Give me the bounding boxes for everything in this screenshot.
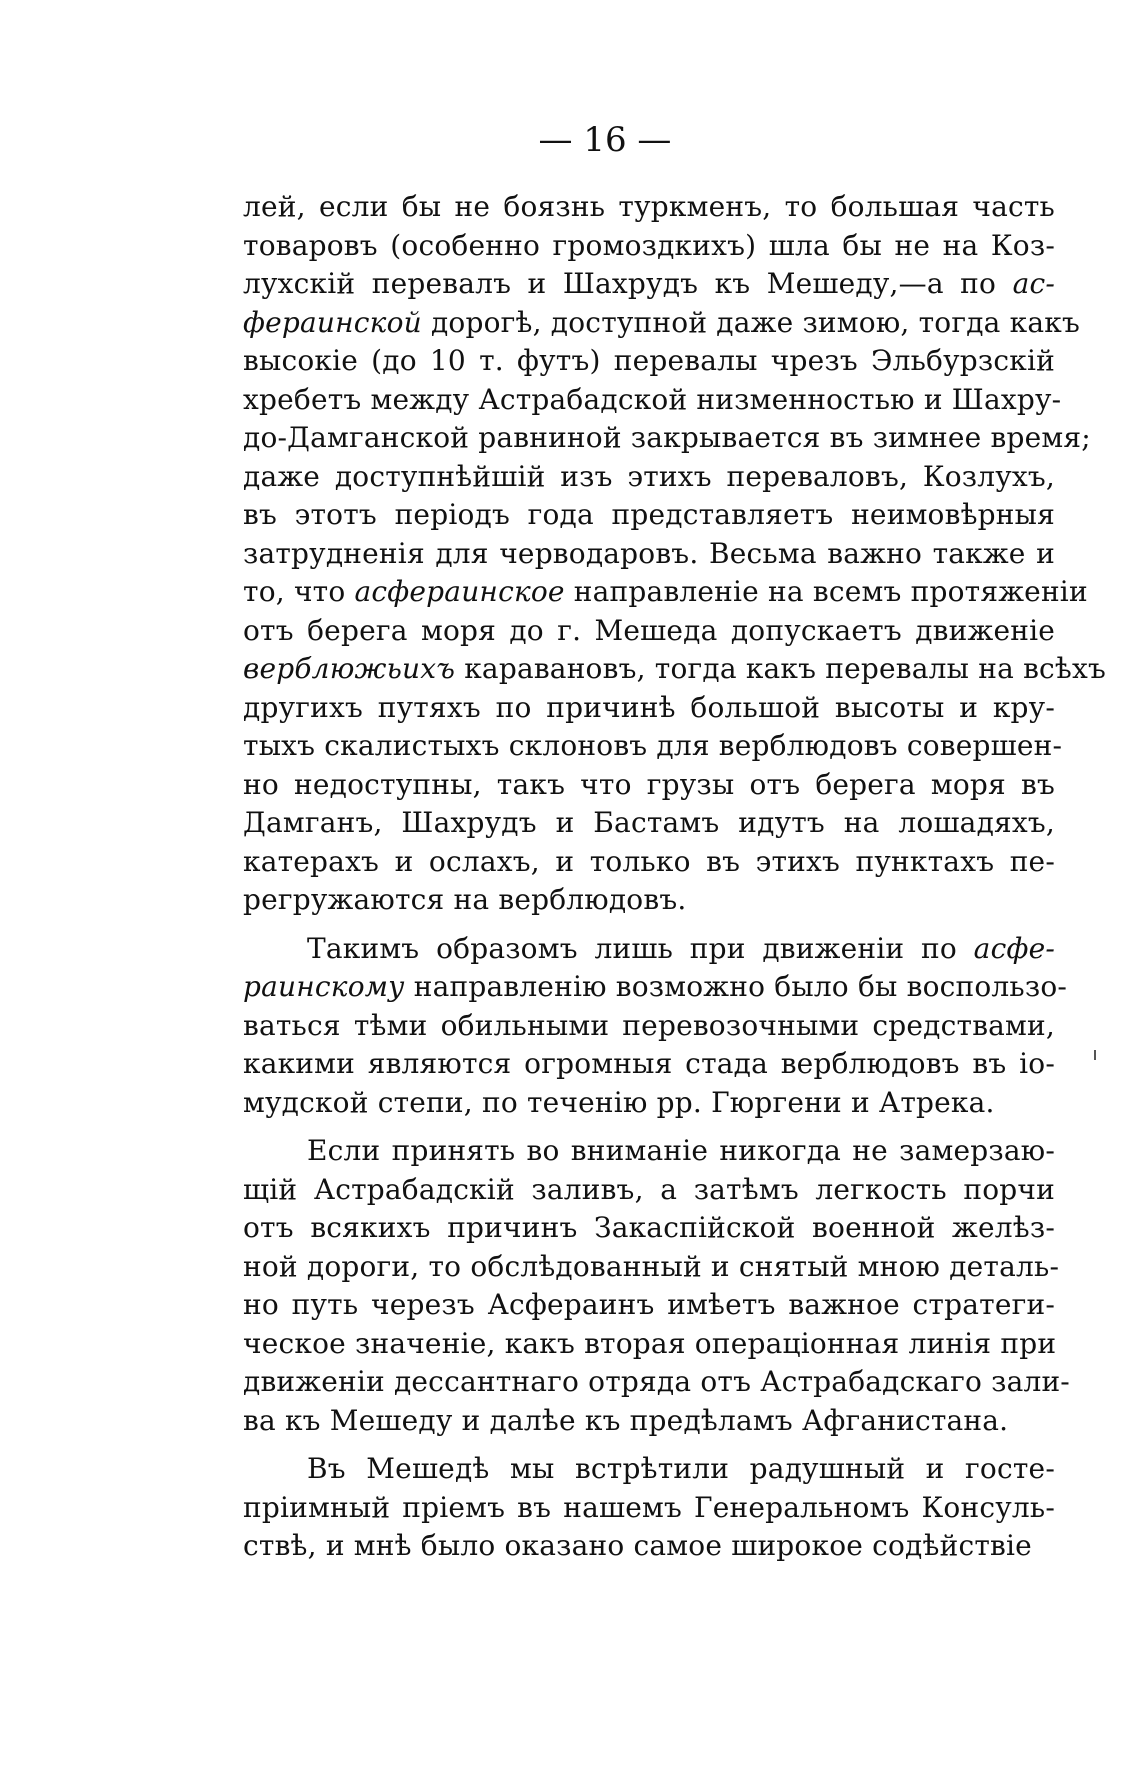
text-line: [243, 1527, 1055, 1566]
text-line: [243, 766, 1055, 805]
text-line: [243, 419, 1091, 458]
text-segment: щій Астрабадскій заливъ, а затѣмъ легкость порчи: [243, 1172, 1055, 1206]
body-text: [243, 188, 1106, 1566]
text-line: [243, 1007, 1055, 1046]
text-segment: отъ берега моря до г. Мешеда допускаетъ движеніе: [243, 613, 1055, 647]
text-line: [243, 804, 1055, 843]
text-line: [243, 1450, 1055, 1489]
text-line: [243, 1489, 1055, 1528]
text-line: [243, 930, 1055, 969]
text-segment: высокіе (до 10 т. футъ) перевалы чрезъ Эльбурзскій: [243, 344, 1055, 377]
text-segment: до-Дамганской равниной закрывается въ зимнее время;: [243, 421, 1091, 454]
text-line: [243, 1171, 1055, 1210]
text-line: [243, 727, 1063, 766]
text-line: [243, 843, 1055, 882]
text-segment: направленіе на всемъ протяженіи: [564, 575, 1088, 608]
text-segment: ческое значеніе, какъ вторая операціонная линія при: [243, 1326, 1057, 1360]
text-segment: каравановъ, тогда какъ перевалы на всѣхъ: [455, 652, 1106, 685]
text-segment: другихъ путяхъ по причинѣ большой высоты и кру-: [243, 690, 1055, 724]
text-line: [243, 612, 1055, 651]
text-line: [243, 304, 1080, 343]
text-segment: ной дороги, то обслѣдованный и снятый мною деталь-: [243, 1249, 1060, 1283]
paragraph-gap: [243, 1122, 1055, 1132]
text-segment: въ этотъ періодъ года представляетъ неимовѣрныя: [243, 498, 1055, 531]
paragraph-gap: [243, 1440, 1055, 1450]
text-line: [243, 1363, 1070, 1402]
text-line: [243, 573, 1088, 612]
text-line: [243, 342, 1055, 381]
text-line: [243, 188, 1055, 227]
text-segment: но путь черезъ Асфераинъ имѣетъ важное стратеги-: [243, 1288, 1055, 1321]
text-segment: Въ Мешедѣ мы встрѣтили радушный и госте-: [307, 1452, 1055, 1485]
text-segment: ваться тѣми обильными перевозочными средствами,: [243, 1008, 1055, 1042]
text-segment: Такимъ образомъ лишь при движеніи по: [307, 931, 974, 965]
text-line: [243, 458, 1055, 497]
text-segment: отъ всякихъ причинъ Закаспійской военной желѣз-: [243, 1211, 1055, 1244]
italic-text: раинскому: [243, 970, 405, 1003]
text-line: [243, 1132, 1055, 1171]
text-segment: но недоступны, такъ что грузы отъ берега моря въ: [243, 767, 1055, 801]
page-number: — 16 —: [538, 120, 672, 160]
text-segment: регружаются на верблюдовъ.: [243, 883, 687, 916]
text-segment: движеніи дессантнаго отряда отъ Астрабадскаго зали-: [243, 1365, 1070, 1398]
text-segment: ствѣ, и мнѣ было оказано самое широкое содѣйствіе: [243, 1529, 1032, 1562]
text-line: [243, 227, 1055, 266]
text-line: [243, 1209, 1055, 1248]
text-segment: то, что: [243, 575, 355, 608]
text-line: [243, 650, 1106, 689]
text-line: [243, 881, 1055, 920]
text-segment: Дамганъ, Шахрудъ и Бастамъ идутъ на лошадяхъ,: [243, 806, 1055, 839]
text-segment: дорогѣ, доступной даже зимою, тогда какъ: [421, 305, 1080, 339]
text-segment: пріимный пріемъ въ нашемъ Генеральномъ Консуль-: [243, 1490, 1055, 1524]
text-segment: ва къ Мешеду и далѣе къ предѣламъ Афганистана.: [243, 1403, 1009, 1437]
text-line: [243, 1248, 1060, 1287]
text-line: [243, 381, 1062, 420]
text-segment: катерахъ и ослахъ, и только въ этихъ пунктахъ пе-: [243, 844, 1055, 878]
text-line: [243, 1045, 1055, 1084]
italic-text: верблюжьихъ: [243, 652, 456, 685]
italic-text: асфераинское: [354, 575, 565, 608]
text-segment: затрудненія для черводаровъ. Весьма важно также и: [243, 536, 1055, 570]
text-segment: даже доступнѣйшій изъ этихъ переваловъ, Козлухъ,: [243, 459, 1055, 493]
text-line: [243, 1286, 1055, 1325]
text-segment: мудской степи, по теченію рр. Гюргени и Атрека.: [243, 1085, 995, 1119]
text-line: [243, 265, 1055, 304]
scan-speck: [1094, 1050, 1096, 1060]
italic-text: ас-: [1012, 267, 1055, 300]
text-segment: Если принять во вниманіе никогда не замерзаю-: [307, 1134, 1055, 1167]
text-line: [243, 1084, 1055, 1123]
italic-text: фераинской: [243, 305, 422, 339]
text-line: [243, 968, 1068, 1007]
text-segment: какими являются огромныя стада верблюдовъ въ іо-: [243, 1047, 1055, 1080]
text-line: [243, 1325, 1055, 1364]
text-segment: лей, если бы не боязнь туркменъ, то большая часть: [243, 190, 1055, 223]
paragraph-gap: [243, 920, 1055, 930]
text-segment: товаровъ (особенно громоздкихъ) шла бы не на Коз-: [243, 228, 1055, 262]
text-line: [243, 689, 1055, 728]
text-line: [243, 535, 1055, 574]
italic-text: асфе-: [973, 931, 1055, 965]
text-line: [243, 496, 1055, 535]
text-segment: направленію возможно было бы воспользо-: [404, 970, 1068, 1003]
text-segment: хребетъ между Астрабадской низменностью и Шахру-: [243, 382, 1062, 416]
text-segment: лухскій перевалъ и Шахрудъ къ Мешеду,—а по: [243, 267, 1013, 300]
text-line: [243, 1402, 1055, 1441]
text-segment: тыхъ скалистыхъ склоновъ для верблюдовъ совершен-: [243, 729, 1063, 762]
